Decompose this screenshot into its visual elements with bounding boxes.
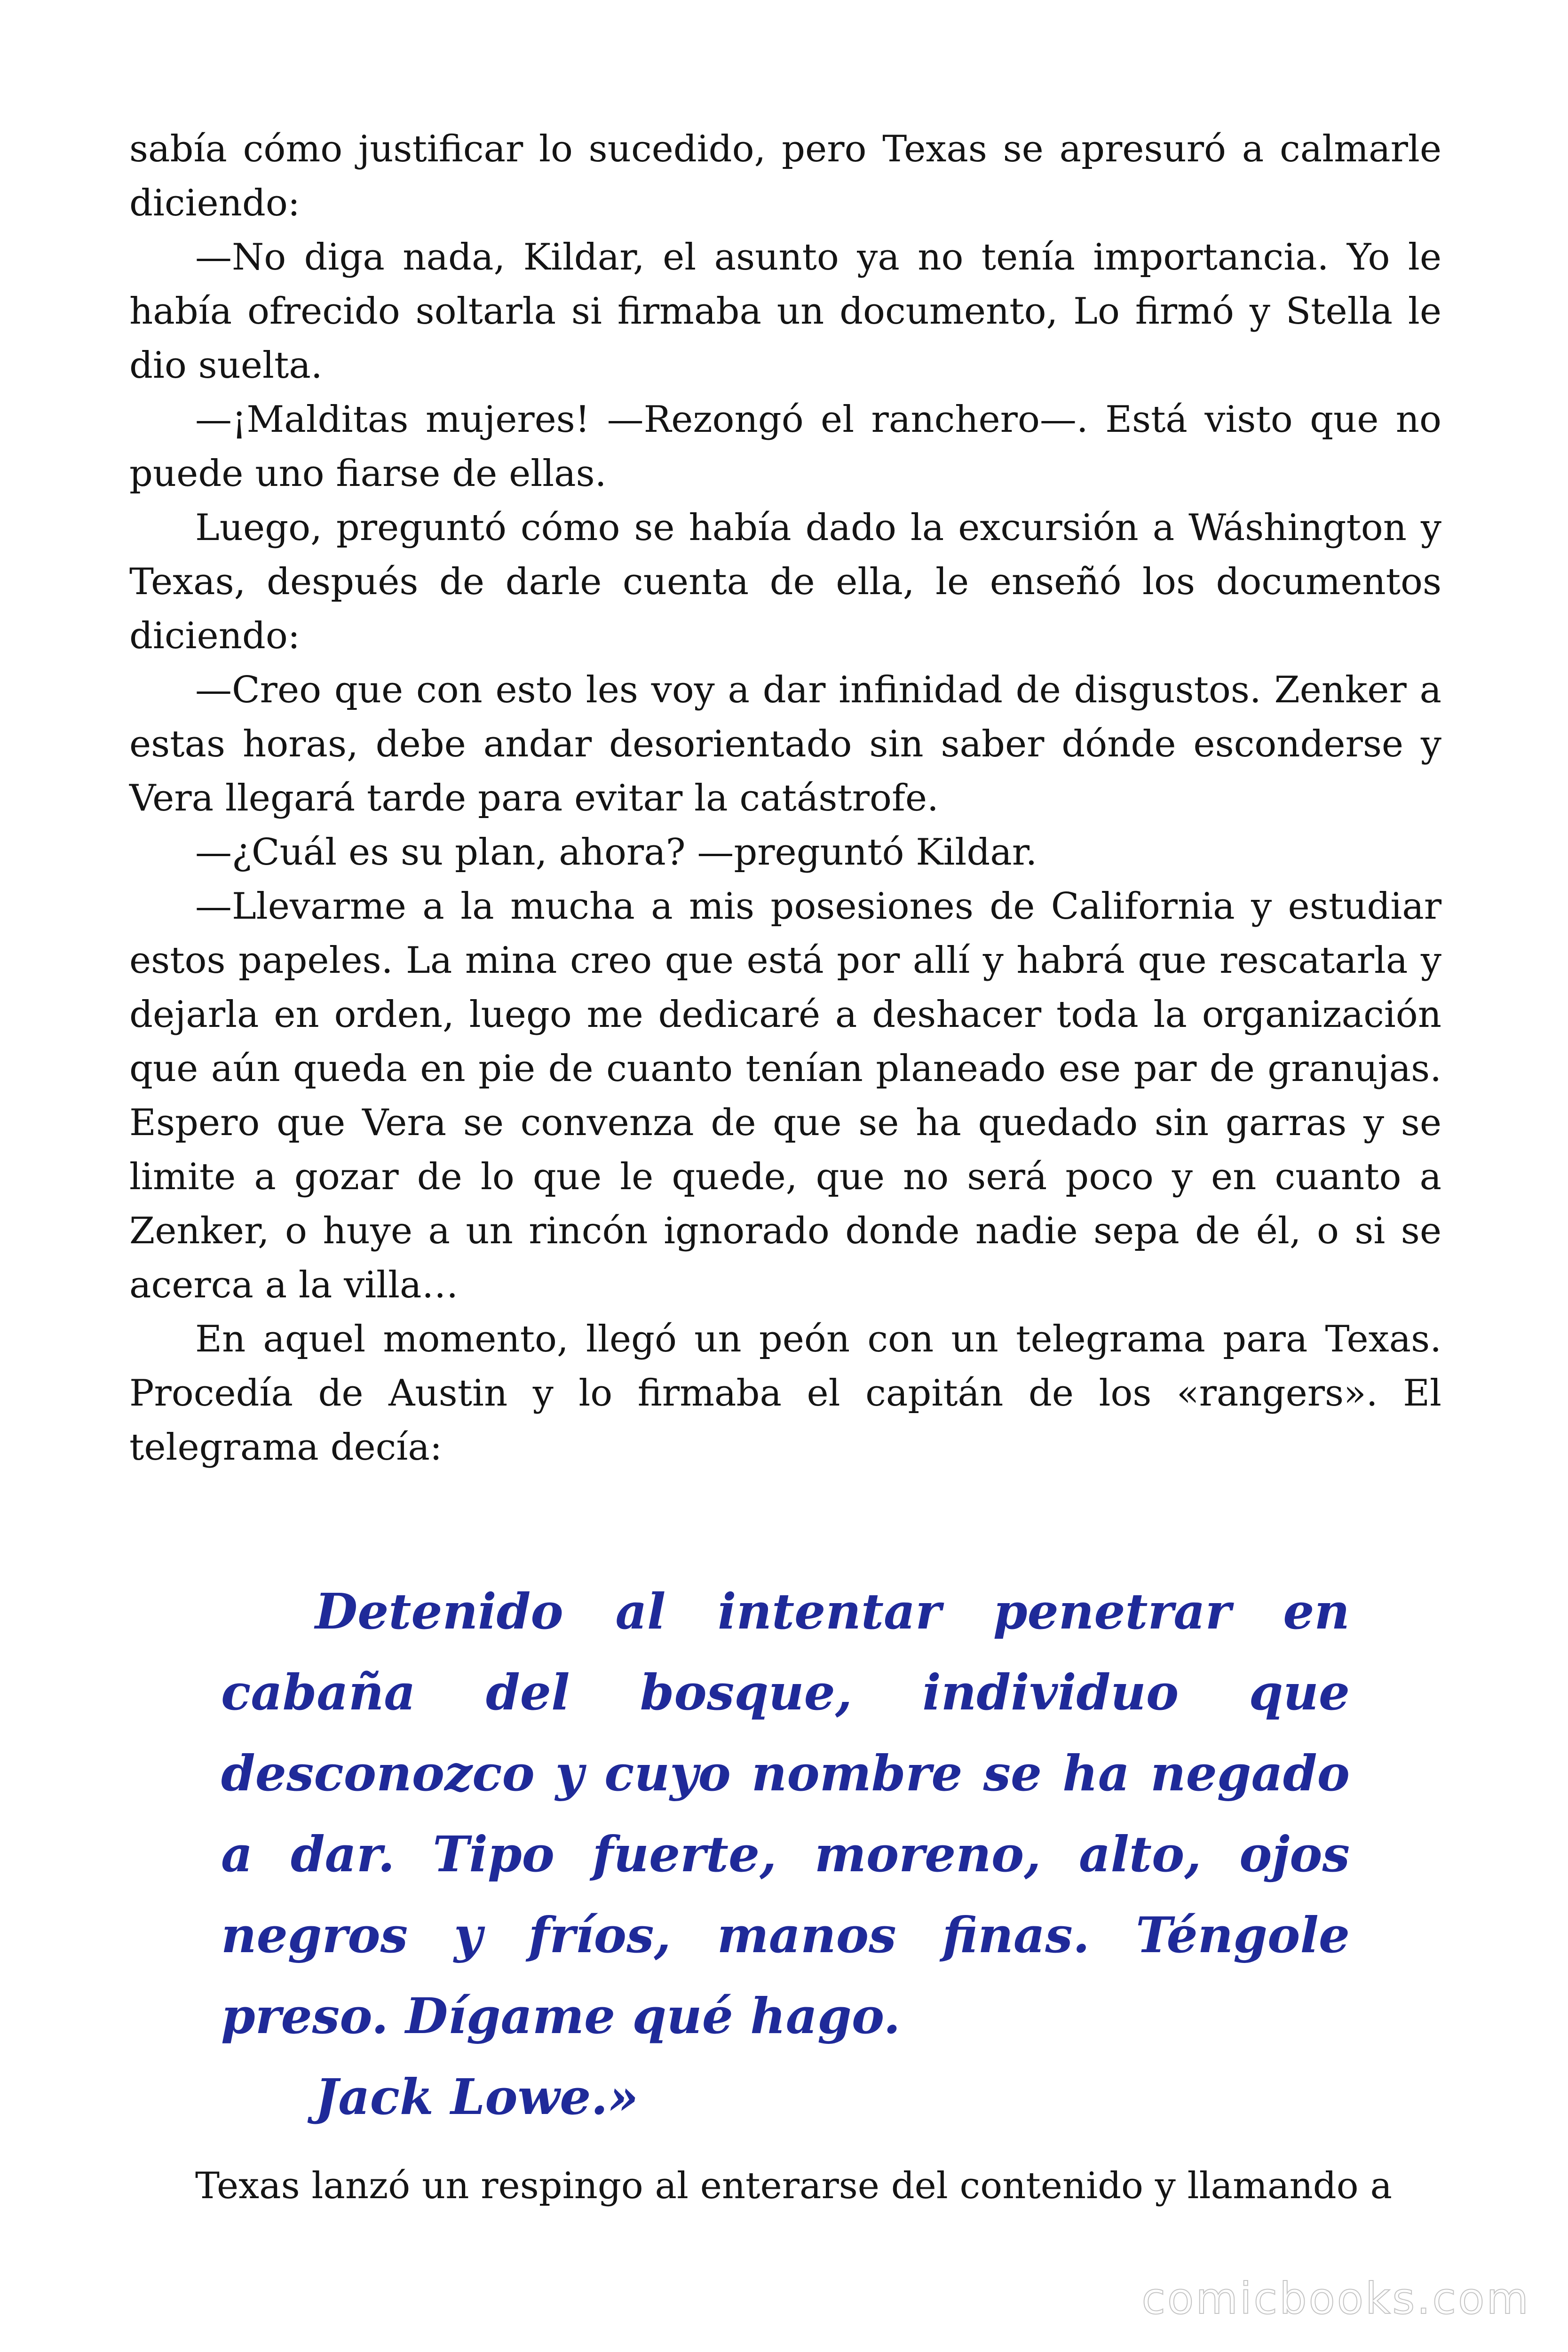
paragraph: —¿Cuál es su plan, ahora? —preguntó Kildar. xyxy=(195,831,1037,874)
paragraph: —Creo que con esto les voy a dar infinidad de disgustos. Zenker a estas horas, debe andar desorientado sin saber dónde esconderse y Vera llegará tarde para evitar la catástrofe. xyxy=(129,669,1441,819)
closing-text xyxy=(129,2159,1441,2213)
paragraph: —No diga nada, Kildar, el asunto ya no tenía importancia. Yo le había ofrecido soltarla si firmaba un documento, Lo firmó y Stella le dio suelta. xyxy=(129,236,1441,387)
paragraph-continuation: sabía cómo justificar lo sucedido, pero Texas se apresuró a calmarle diciendo: xyxy=(129,128,1441,224)
paragraph: Texas lanzó un respingo al enterarse del contenido y llamando a xyxy=(195,2165,1392,2207)
paragraph: —Llevarme a la mucha a mis posesiones de California y estudiar estos papeles. La mina creo que está por allí y habrá que rescatarla y dejarla en orden, luego me dedicaré a deshacer toda la organización que aún queda en pie de cuanto tenían planeado ese par de granujas. Espero que Vera se convenza de que se ha quedado sin garras y se limite a gozar de lo que le quede, que no será poco y en cuanto a Zenker, o huye a un rincón ignorado donde nadie sepa de él, o si se acerca a la villa… xyxy=(129,885,1441,1306)
paragraph: —¡Malditas mujeres! —Rezongó el ranchero—. Está visto que no puede uno fiarse de ellas. xyxy=(129,398,1441,495)
paragraph: Luego, preguntó cómo se había dado la excursión a Wáshington y Texas, después de darle cuenta de ella, le enseñó los documentos diciendo: xyxy=(129,507,1441,657)
paragraph: En aquel momento, llegó un peón con un telegrama para Texas. Procedía de Austin y lo firmaba el capitán de los «rangers». El telegrama decía: xyxy=(129,1318,1441,1469)
telegram-body: Detenido al intentar penetrar en cabaña del bosque, individuo que desconozco y cuyo nombre se ha negado a dar. Tipo fuerte, moreno, alto, ojos negros y fríos, manos finas. Téngole preso. Dígame qué hago. xyxy=(221,1582,1350,2045)
body-text xyxy=(129,122,1441,1475)
telegram-message xyxy=(221,1571,1350,2137)
telegram-signature: Jack Lowe.» xyxy=(315,2068,639,2126)
watermark: comicbooks.com xyxy=(1141,2273,1530,2324)
